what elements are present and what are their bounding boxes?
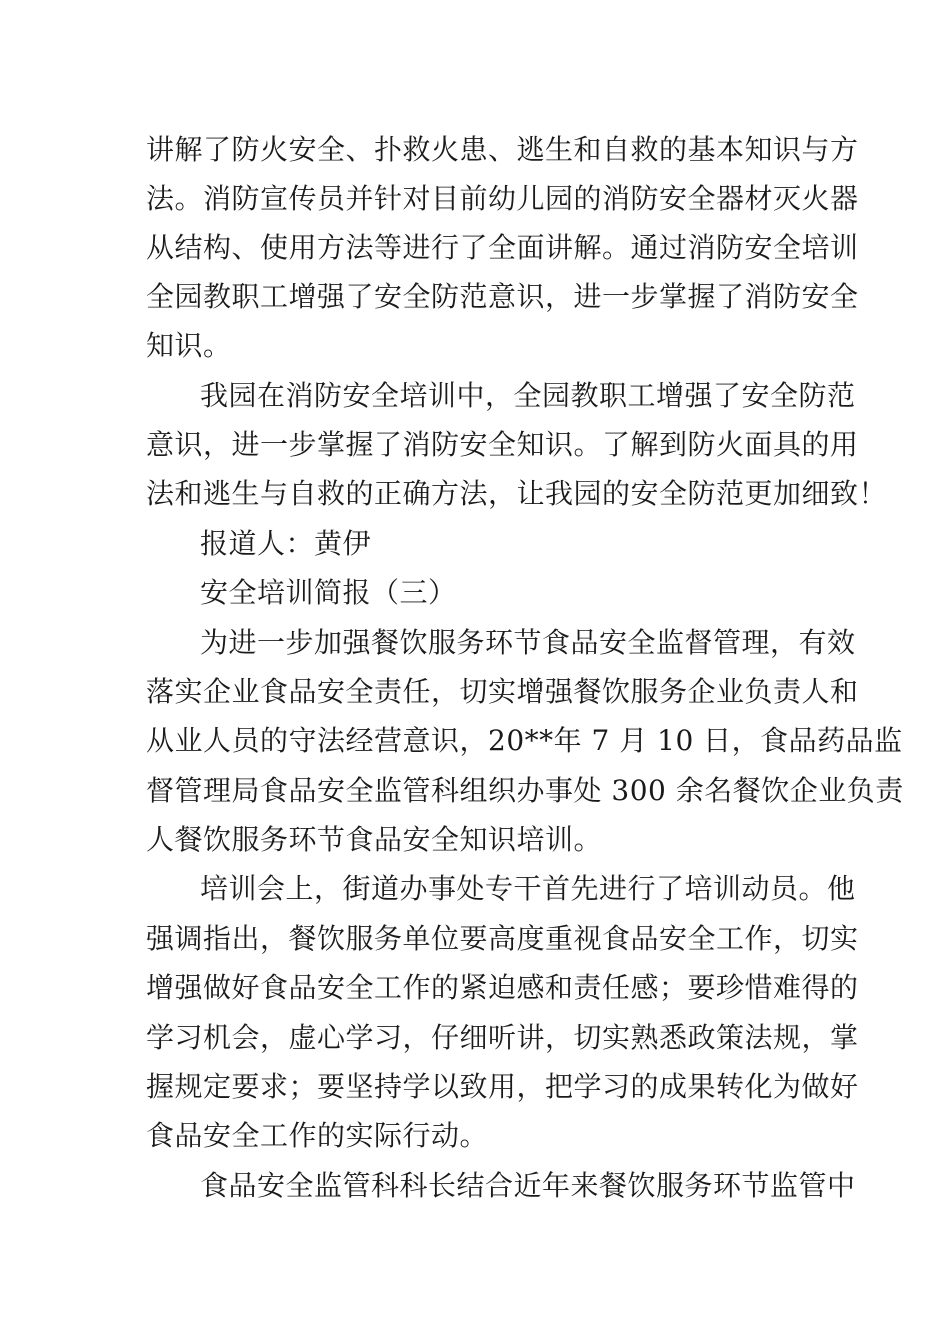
- text-line: 我园在消防安全培训中，全园教职工增强了安全防范: [200, 379, 856, 412]
- text-line: 意识，进一步掌握了消防安全知识。了解到防火面具的用: [146, 428, 859, 461]
- text-line: 法。消防宣传员并针对目前幼儿园的消防安全器材灭火器: [146, 182, 859, 215]
- text-line: 强调指出，餐饮服务单位要高度重视食品安全工作，切实: [146, 922, 859, 955]
- reporter-line: 报道人：黄伊: [200, 527, 372, 560]
- text-line: 人餐饮服务环节食品安全知识培训。: [146, 823, 603, 856]
- text-line: 从结构、使用方法等进行了全面讲解。通过消防安全培训: [146, 231, 859, 264]
- text-line: 学习机会，虚心学习，仔细听讲，切实熟悉政策法规，掌: [146, 1021, 859, 1054]
- text-line: 从业人员的守法经营意识，20**年 7 月 10 日，食品药品监: [146, 724, 903, 757]
- text-line: 为进一步加强餐饮服务环节食品安全监督管理，有效: [200, 626, 856, 659]
- text-line: 落实企业食品安全责任，切实增强餐饮服务企业负责人和: [146, 675, 859, 708]
- text-line: 法和逃生与自救的正确方法，让我园的安全防范更加细致！: [146, 477, 888, 510]
- text-line: 握规定要求；要坚持学以致用，把学习的成果转化为做好: [146, 1070, 859, 1103]
- text-line: 讲解了防火安全、扑救火患、逃生和自救的基本知识与方: [146, 133, 859, 166]
- section-title: 安全培训简报（三）: [200, 576, 457, 609]
- text-line: 知识。: [146, 329, 232, 362]
- text-line: 食品安全工作的实际行动。: [146, 1119, 489, 1152]
- text-line: 全园教职工增强了安全防范意识，进一步掌握了消防安全: [146, 280, 859, 313]
- text-line: 食品安全监管科科长结合近年来餐饮服务环节监管中: [200, 1169, 856, 1202]
- text-line: 督管理局食品安全监管科组织办事处 300 余名餐饮企业负责: [146, 774, 904, 807]
- text-line: 培训会上，街道办事处专干首先进行了培训动员。他: [200, 872, 856, 905]
- text-line: 增强做好食品安全工作的紧迫感和责任感；要珍惜难得的: [146, 971, 859, 1004]
